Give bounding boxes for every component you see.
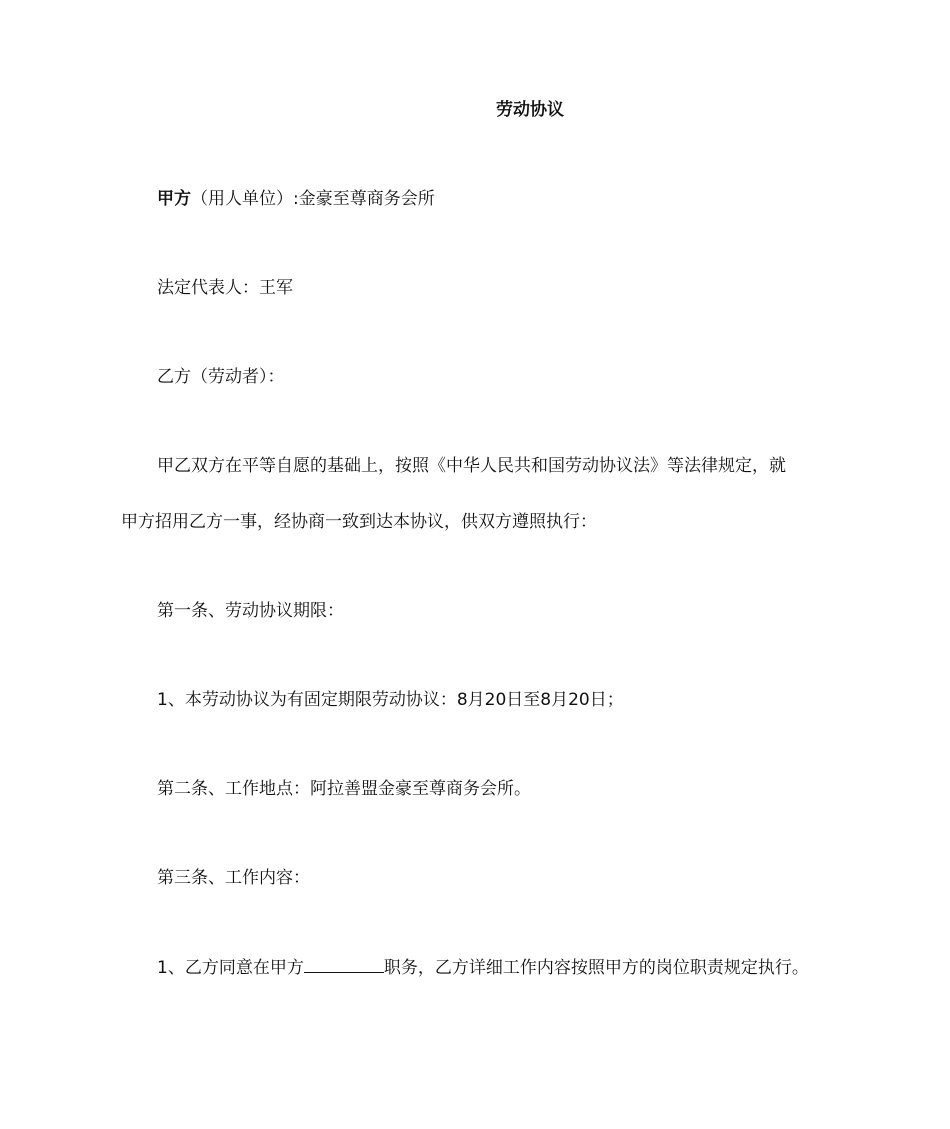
intro-paragraph-line-2: 甲方招用乙方一事，经协商一致到达本协议，供双方遵照执行： (121, 512, 597, 532)
party-b-line: 乙方（劳动者）： (157, 367, 285, 387)
article-3-item-1-end: 职务，乙方详细工作内容按照甲方的岗位职责规定执行。 (383, 958, 809, 978)
intro-paragraph-line-1: 甲乙双方在平等自愿的基础上，按照《中华人民共和国劳动协议法》等法律规定，就 (157, 456, 786, 476)
article-1-item-1: 1、本劳动协议为有固定期限劳动协议：8月20日至8月20日； (157, 690, 624, 710)
article-3-item-1-start: 1、乙方同意在甲方 (157, 958, 304, 978)
party-a-line (157, 187, 435, 211)
party-a-detail: （用人单位）:金豪至尊商务会所 (191, 189, 435, 209)
article-3-item-1 (157, 955, 809, 980)
article-3-heading: 第三条、工作内容： (157, 868, 310, 888)
article-2-line: 第二条、工作地点：阿拉善盟金豪至尊商务会所。 (157, 779, 531, 799)
legal-representative-line: 法定代表人：王军 (157, 278, 293, 298)
document-title: 劳动协议 (496, 100, 564, 120)
position-blank-line (304, 955, 384, 973)
article-1-heading: 第一条、劳动协议期限： (157, 601, 344, 621)
party-a-label: 甲方 (157, 189, 191, 209)
